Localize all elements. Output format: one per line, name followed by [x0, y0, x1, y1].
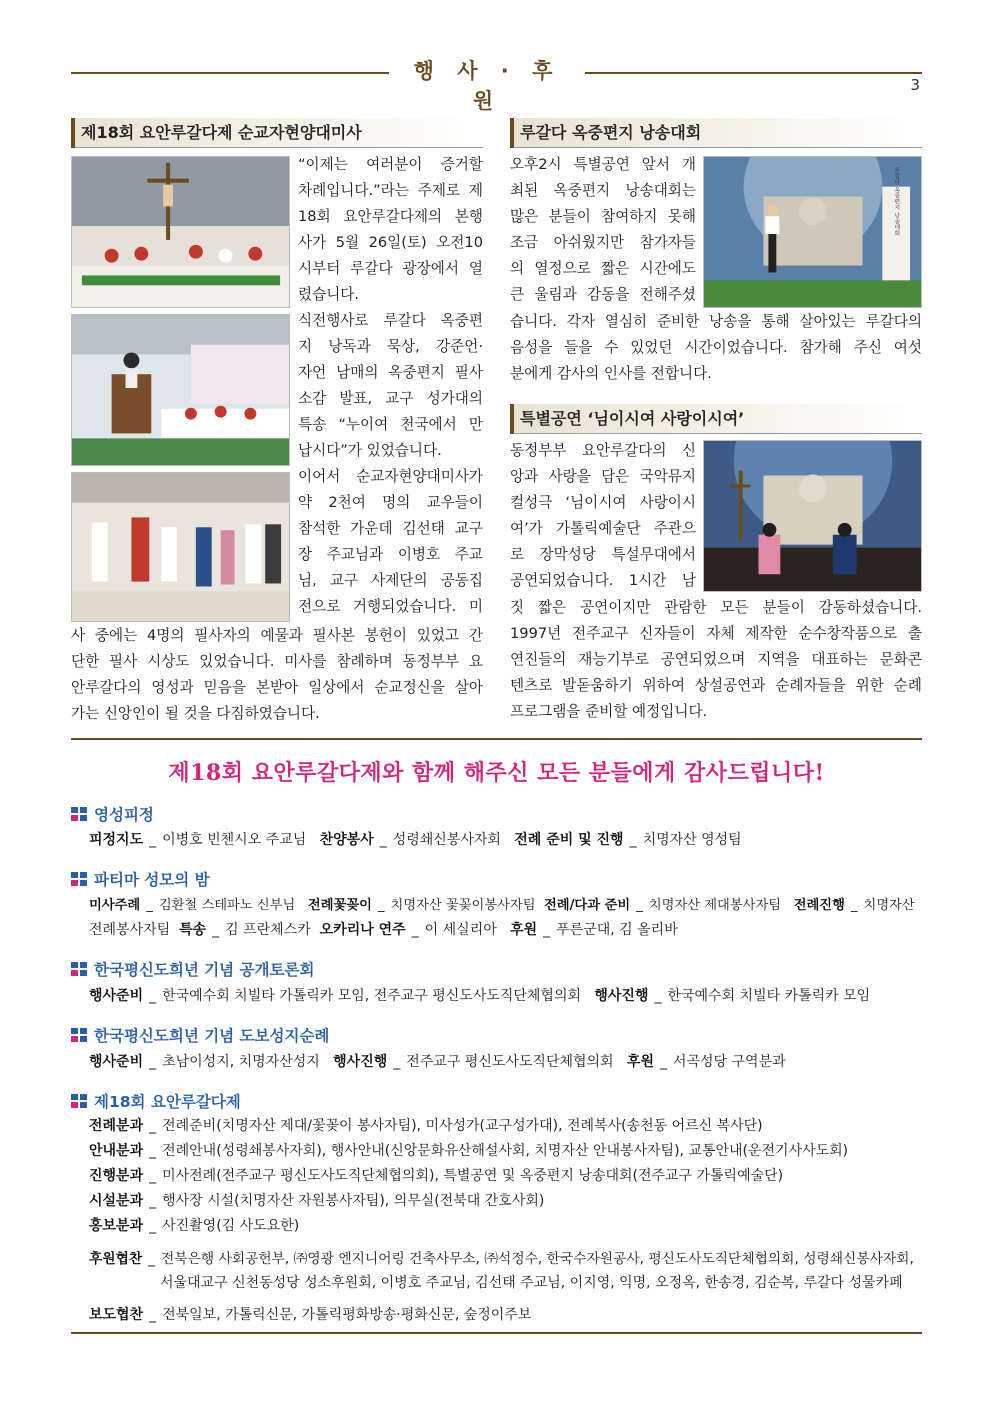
credit-line: 후원협찬 _ 전북은행 사회공헌부, ㈜영광 엔지니어링 건축사무소, ㈜석정수, 한국수자원공사, 평신도사도직단체협의회, 성령쇄신봉사자회, [89, 1251, 914, 1267]
credit-category-heading: 한국평신도희년 기념 공개토론회 [71, 958, 314, 982]
photo-offering-ceremony [71, 472, 290, 622]
section-title-mass: 제18회 요안루갈다제 순교자현양대미사 [71, 118, 483, 148]
text-line: 시부터 루갈다 광장에서 열 [298, 260, 483, 277]
credit-line: 전례분과 _ 전례준비(치명자산 제대/꽃꽂이 봉사자팀), 미사성가(교구성가대), 전례복사(송천동 어르신 복사단) [89, 1118, 763, 1134]
photo-altar-crucifix [71, 156, 290, 308]
text-line: 지 낭독과 묵상, 강준언· [298, 338, 483, 355]
credit-line: 행사준비 _ 한국예수회 치빌타 가톨릭카 모임, 전주교구 평신도사도직단체협의회 행사진행 _ 한국예수회 치빌타 카톨릭카 모임 [89, 988, 871, 1004]
text-line: 프로그램을 준비할 예정입니다. [510, 703, 708, 720]
text-line: 식전행사로 루갈다 옥중편 [298, 312, 483, 329]
text-line: 동정부부 요안루갈다의 신 [510, 442, 696, 459]
text-line: 소감 발표, 교구 성가대의 [298, 390, 483, 407]
page-number: 3 [910, 76, 920, 94]
text-line: 님, 교구 사제단의 공동집 [298, 572, 483, 589]
square-bullet-icon [71, 872, 88, 886]
text-line: 공연되었습니다. 1시간 남 [510, 572, 696, 589]
credit-line: 미사주례 _ 김환철 스테파노 신부님 전례꽃꽂이 _ 치명자산 꽃꽂이봉사자팀 전례/다과 준비 _ 치명자산 제대봉사자팀 전례진행 _ 치명자산 [89, 898, 915, 913]
credit-line: 행사준비 _ 초남이성지, 치명자산성지 행사진행 _ 전주교구 평신도사도직단체협의회 후원 _ 서곡성당 구역분과 [89, 1054, 786, 1070]
credit-category-heading: 한국평신도희년 기념 도보성지순례 [71, 1024, 329, 1048]
text-line: 앙과 사랑을 담은 국악뮤지 [510, 468, 696, 485]
header-rule-left [71, 72, 389, 74]
text-line: 전으로 거행되었습니다. 미 [298, 598, 483, 615]
text-line: 특송 “누이여 천국에서 만 [298, 416, 483, 433]
credit-line: 피정지도 _ 이병호 빈첸시오 주교님 찬양봉사 _ 성령쇄신봉사자회 전례 준비 및 진행 _ 치명자산 영성팀 [89, 832, 742, 848]
text-line: 단한 필사 시상도 있었습니다. 미사를 참례하며 동정부부 요 [71, 653, 483, 670]
square-bullet-icon [71, 962, 88, 976]
text-line: 참석한 가운데 김선태 교구 [298, 520, 483, 537]
text-line: 장 주교님과 이병호 주교 [298, 546, 483, 563]
text-line: 안루갈다의 영성과 믿음을 본받아 일상에서 순교정신을 살아 [71, 679, 483, 696]
square-bullet-icon [71, 807, 88, 821]
section-title-performance: 특별공연 ‘님이시여 사랑이시여’ [510, 404, 922, 434]
section-title-letter: 루갈다 옥중편지 낭송대회 [510, 118, 922, 148]
banner-text: 루갈다 옥중편지 낭송대회 [892, 166, 900, 236]
credit-category-heading: 파티마 성모의 밤 [71, 868, 210, 892]
text-line: 렸습니다. [298, 286, 360, 303]
credit-line: 서울대교구 신천동성당 성소후원회, 이병호 주교님, 김선태 주교님, 이지영, 익명, 오정옥, 한송경, 김순복, 루갈다 성물카페 [160, 1275, 903, 1291]
text-line: 많은 분들이 참여하지 못해 [510, 208, 696, 225]
text-line: 이어서 순교자현양대미사가 [298, 468, 483, 485]
text-line: 로 장막성당 특설무대에서 [510, 546, 696, 563]
text-line: 납시다”가 있었습니다. [298, 442, 442, 459]
text-line: 음성을 들을 수 있었던 시간이었습니다. 참가해 주신 여섯 [510, 339, 922, 356]
text-line: 1997년 전주교구 신자들이 자체 제작한 순수창작품으로 출 [510, 625, 922, 642]
header-rule-right [585, 72, 922, 74]
divider-bottom [71, 1332, 922, 1334]
credit-category-heading: 영성피정 [71, 803, 154, 827]
text-line: 연진들의 재능기부로 공연되었으며 지역을 대표하는 문화콘 [510, 651, 922, 668]
credit-line: 진행분과 _ 미사전례(전주교구 평신도사도직단체협의회), 특별공연 및 옥중편지 낭송대회(전주교구 가톨릭예술단) [89, 1168, 784, 1184]
credit-line: 시설분과 _ 행사장 시설(치명자산 자원봉사자팀), 의무실(전북대 간호사회) [89, 1193, 545, 1209]
text-line: 오후2시 특별공연 앞서 개 [510, 156, 696, 173]
text-line: 최된 옥중편지 낭송대회는 [510, 182, 696, 199]
credit-line: 보도협찬 _ 전북일보, 가톨릭신문, 가톨릭평화방송·평화신문, 숲정이주보 [89, 1307, 532, 1323]
text-line: 큰 울림과 감동을 전해주셨 [510, 286, 696, 303]
credit-category-heading: 제18회 요안루갈다제 [71, 1090, 241, 1114]
text-line: 의 열정으로 짧은 시간에도 [510, 260, 696, 277]
page-header-title: 행 사 · 후 원 [413, 59, 561, 113]
text-line: 짓 짧은 공연이지만 관람한 모든 분들이 감동하셨습니다. [510, 599, 922, 616]
text-line: 사 중에는 4명의 필사자의 예물과 필사본 봉헌이 있었고 간 [71, 627, 483, 644]
text-line: 컬성극 ‘님이시여 사랑이시 [510, 494, 696, 511]
credit-line: 전례봉사자팀 특송 _ 김 프란체스카 오카리나 연주 _ 이 세실리아 후원 _ 푸른군대, 김 올리바 [89, 922, 678, 938]
text-line: 분에게 감사의 인사를 전합니다. [510, 365, 712, 382]
credit-line: 홍보분과 _ 사진촬영(김 사도요한) [89, 1218, 300, 1234]
text-line: 가는 신앙인이 될 것을 다짐하였습니다. [71, 705, 320, 722]
credit-line: 안내분과 _ 전례안내(성령쇄봉사자회), 행사안내(신앙문화유산해설사회, 치명자산 안내봉사자팀), 교통안내(운전기사사도회) [89, 1143, 849, 1159]
text-line: 습니다. 각자 열심히 준비한 낭송을 통해 살아있는 루갈다의 [510, 313, 922, 330]
divider-top [71, 738, 922, 740]
text-line: 여’가 가톨릭예술단 주관으 [510, 520, 696, 537]
photo-musical-stage [703, 440, 922, 592]
text-line: 사가 5월 26일(토) 오전10 [298, 234, 483, 251]
square-bullet-icon [71, 1028, 88, 1042]
text-line: 18회 요안루갈다제의 본행 [298, 208, 483, 225]
text-line: 약 2천여 명의 교우들이 [298, 494, 483, 511]
text-line: 텐츠로 발돋움하기 위하여 상설공연과 순례자들을 위한 순례 [510, 677, 922, 694]
text-line: 조금 아쉬웠지만 참가자들 [510, 234, 696, 251]
thanks-title: 제18회 요안루갈다제와 함께 해주신 모든 분들에게 감사드립니다! [168, 760, 825, 786]
square-bullet-icon [71, 1094, 88, 1108]
photo-lectern-speaker [71, 314, 290, 466]
photo-reading-contest [703, 156, 922, 308]
text-line: 차례입니다.”라는 주제로 제 [298, 182, 483, 199]
text-line: 자언 남매의 옥중편지 필사 [298, 364, 483, 381]
text-line: “이제는 여러분이 증거할 [298, 156, 483, 173]
